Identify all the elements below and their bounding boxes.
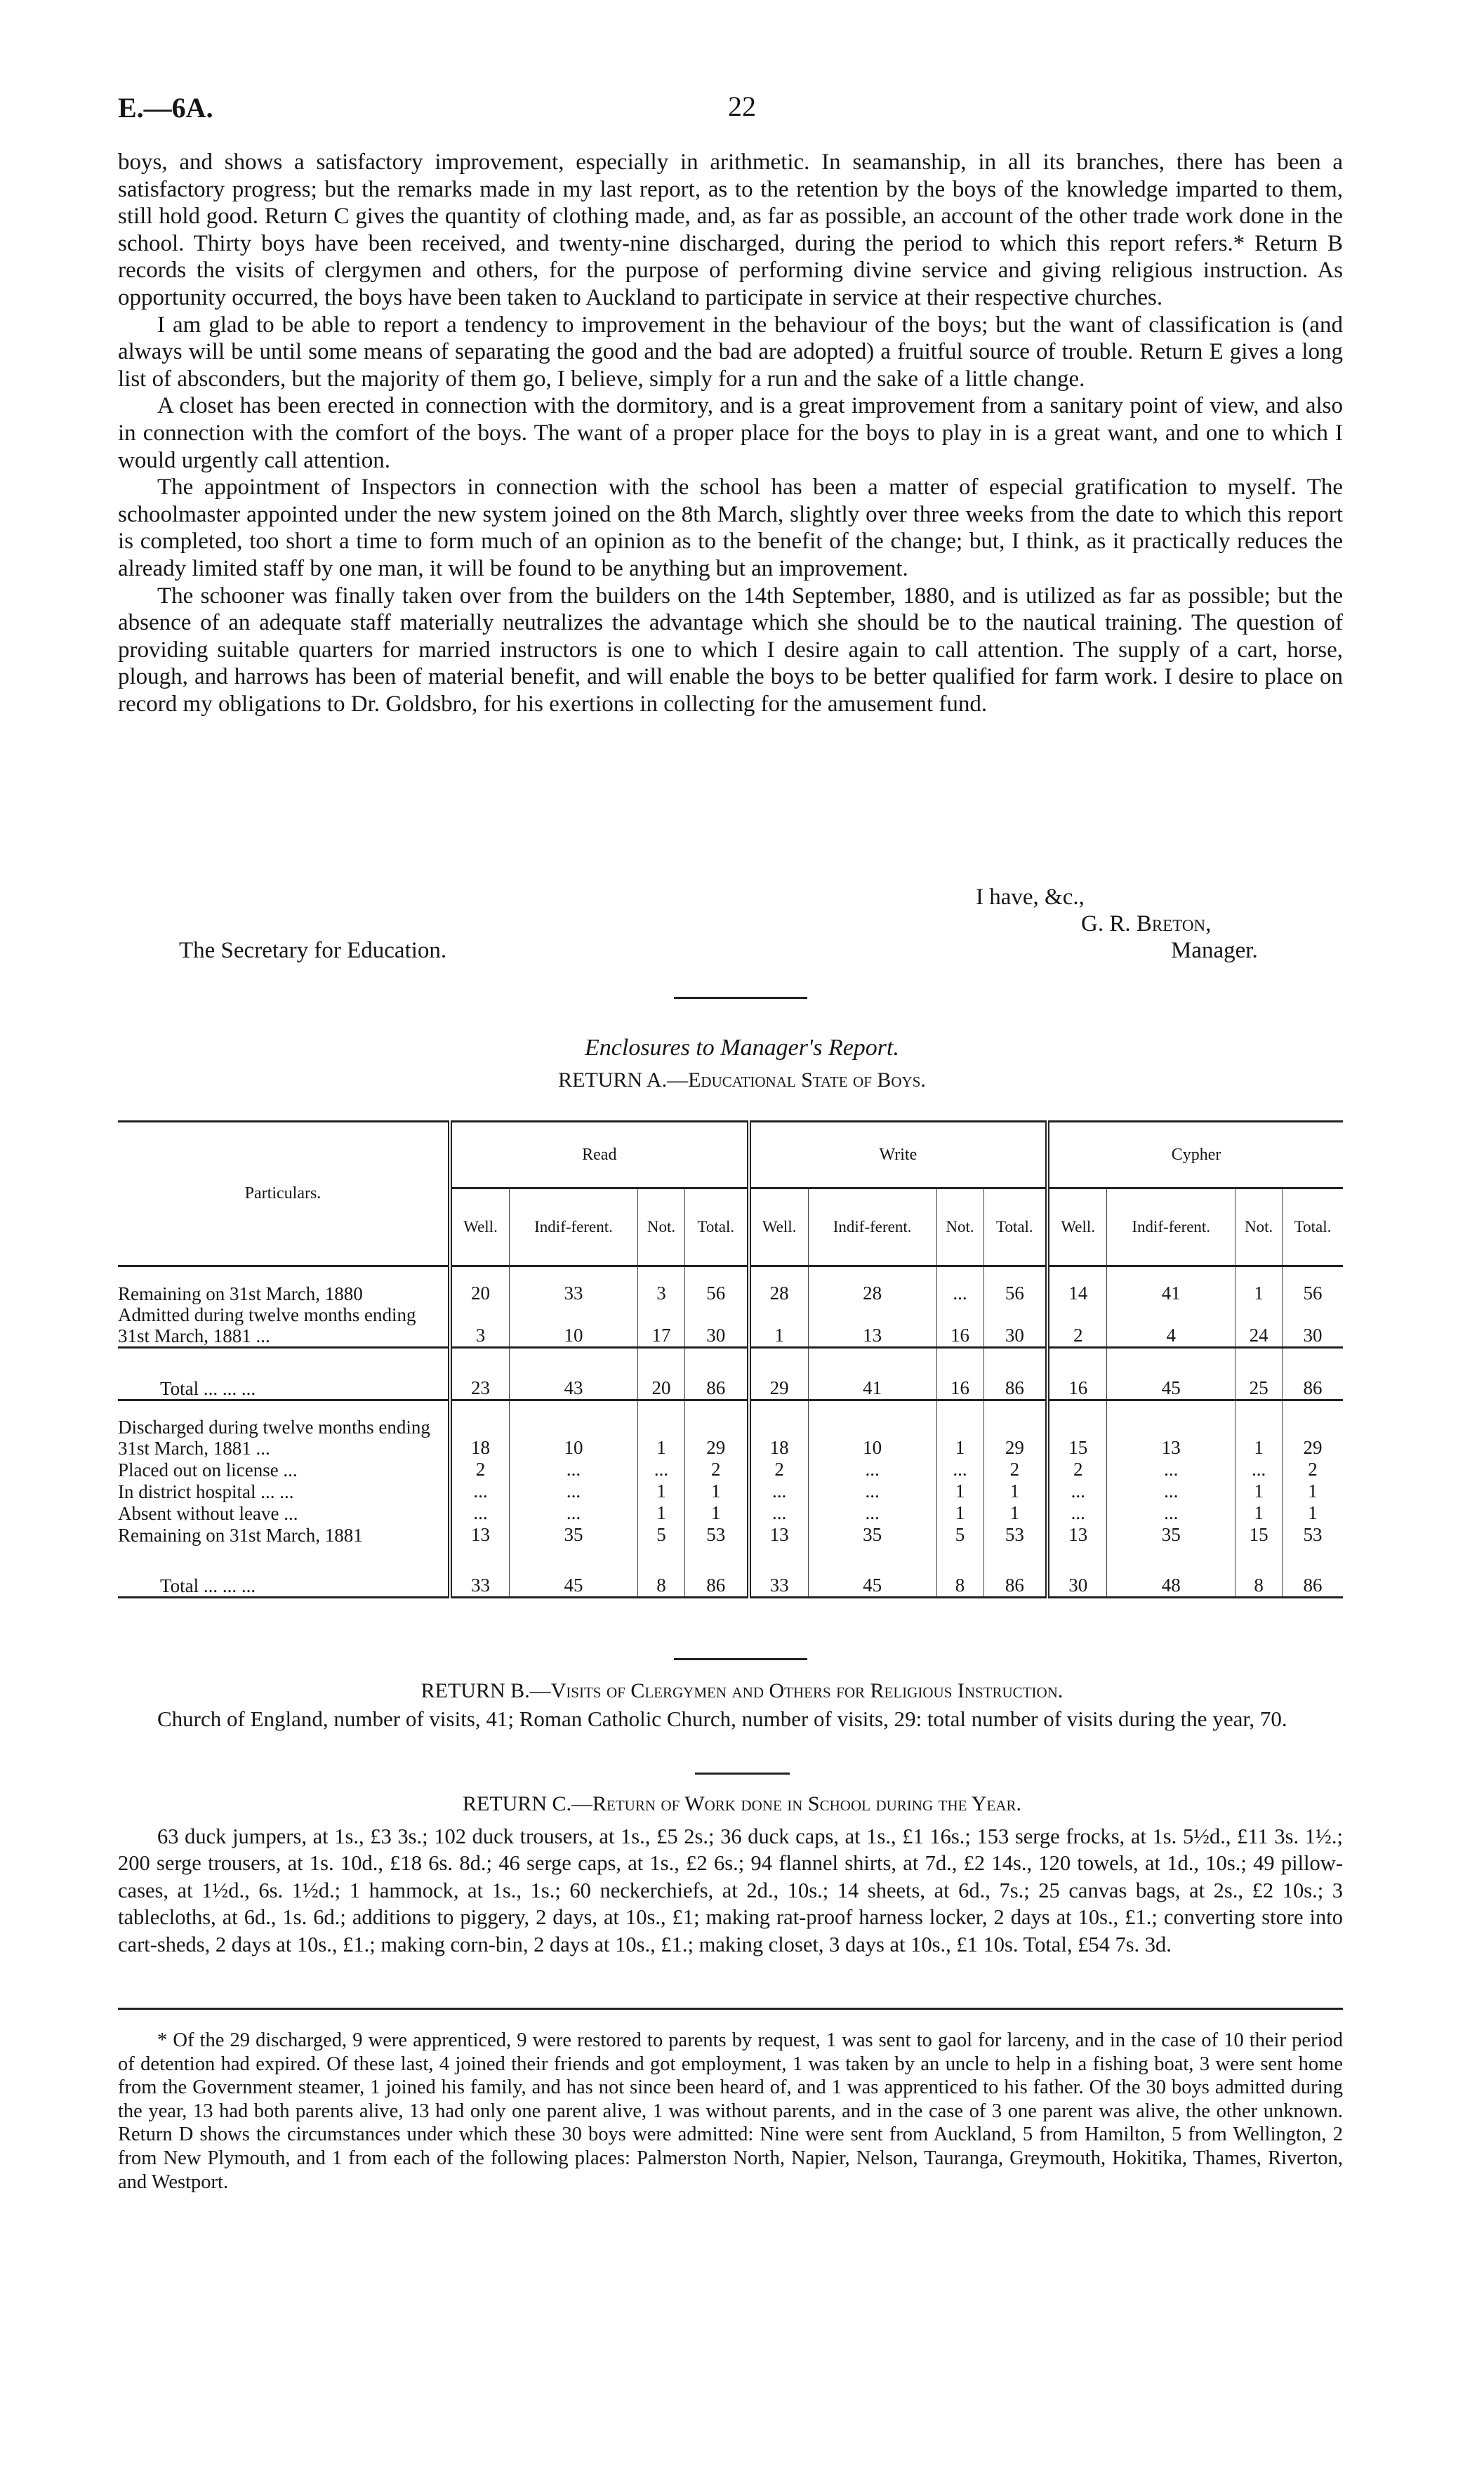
table-cell: 2 <box>1047 1459 1107 1480</box>
return-a-table-container <box>118 1120 1343 1598</box>
group-header: Cypher <box>1047 1122 1343 1188</box>
table-cell: ... <box>1047 1502 1107 1524</box>
table-row <box>118 1546 1343 1598</box>
table-cell: 15 <box>1047 1400 1107 1459</box>
table-cell: 1 <box>638 1480 685 1502</box>
table-cell: 53 <box>684 1524 748 1546</box>
table-cell: 53 <box>983 1524 1047 1546</box>
table-cell: 5 <box>638 1524 685 1546</box>
table-cell: 41 <box>808 1348 936 1400</box>
table-cell: 45 <box>1107 1348 1235 1400</box>
table-cell: ... <box>450 1502 510 1524</box>
table-cell: 3 <box>638 1266 685 1305</box>
table-cell: 20 <box>450 1266 510 1305</box>
table-row <box>118 1524 1343 1546</box>
table-cell: 56 <box>684 1266 748 1305</box>
header-row-groups <box>118 1122 1343 1188</box>
paragraph: The schooner was finally taken over from the builders on the 14th September, 1880, and is utilized as far as possible; but the absence of an adequate staff materially neutralizes the advantage which she should be to the nautical training. The question of providing suitable quarters for married instructors is one to which I desire again to call attention. The supply of a cart, horse, plough, and harrows has been of material benefit, and will enable the boys to be better qualified for farm work. I desire to place on record my obligations to Dr. Goldsbro, for his exertions in collecting for the amusement fund. <box>118 583 1343 717</box>
table-row <box>118 1480 1343 1502</box>
table-cell: ... <box>1235 1459 1283 1480</box>
table-cell: 16 <box>936 1348 983 1400</box>
table-cell: 1 <box>936 1502 983 1524</box>
row-label: In district hospital ... ... <box>118 1481 294 1502</box>
column-header: Not. <box>638 1188 685 1266</box>
table-cell: 1 <box>936 1400 983 1459</box>
divider <box>695 1773 790 1775</box>
table-cell: ... <box>808 1480 936 1502</box>
table-cell: 1 <box>983 1480 1047 1502</box>
table-cell: 35 <box>1107 1524 1235 1546</box>
table-cell: 16 <box>1047 1348 1107 1400</box>
return-b-title: RETURN B.—Visits of Clergymen and Others for Religious Instruction. <box>420 1679 1064 1702</box>
table-cell: 17 <box>638 1304 685 1348</box>
column-header: Not. <box>936 1188 983 1266</box>
table-cell: 2 <box>1283 1459 1343 1480</box>
addressee: The Secretary for Education. <box>179 938 447 963</box>
table-cell: 86 <box>684 1546 748 1598</box>
table-cell: 33 <box>510 1266 638 1305</box>
column-header: Well. <box>450 1188 510 1266</box>
table-cell: 5 <box>936 1524 983 1546</box>
table-cell: 20 <box>638 1348 685 1400</box>
table-cell: ... <box>638 1459 685 1480</box>
table-row <box>118 1266 1343 1305</box>
table-cell: ... <box>749 1480 809 1502</box>
footnote: * Of the 29 discharged, 9 were apprenticed, 9 were restored to parents by request, 1 was sent to gaol for larceny, and in the case of 10 their period of detention had expired. Of these last, 4 joined their friends and got employment, 1 was taken by an uncle to help in a fishing boat, 3 were sent home from the Government steamer, 1 joined his family, and has not since been heard of, and 1 was apprenticed to his father. Of the 30 boys admitted during the year, 13 had both parents alive, 13 had only one parent alive, 1 was without parents, and in the case of 3 one parent was alive, the other unknown. Return D shows the circumstances under which these 30 boys were admitted: Nine were sent from Auckland, 5 from Hamilton, 5 from Wellington, 2 from New Plymouth, and 1 from each of the following places: Palmerston North, Napier, Nelson, Tauranga, Greymouth, Hokitika, Thames, Riverton, and Westport. <box>118 2029 1343 2193</box>
table-cell: 2 <box>983 1459 1047 1480</box>
table-cell: 18 <box>450 1400 510 1459</box>
return-b-text: Church of England, number of visits, 41; Roman Catholic Church, number of visits, 29: total number of visits during the year, 70. <box>157 1707 1287 1731</box>
table-row <box>118 1348 1343 1400</box>
enclosures-title: Enclosures to Manager's Report. <box>585 1035 899 1061</box>
table-cell: 48 <box>1107 1546 1235 1598</box>
table-cell: 1 <box>749 1304 809 1348</box>
table-cell: 86 <box>983 1546 1047 1598</box>
group-header: Read <box>450 1122 749 1188</box>
table-cell: 1 <box>684 1502 748 1524</box>
table-cell: 56 <box>1283 1266 1343 1305</box>
table-cell: 1 <box>1235 1400 1283 1459</box>
table-cell: 28 <box>808 1266 936 1305</box>
table-cell: 86 <box>1283 1546 1343 1598</box>
column-header: Not. <box>1235 1188 1283 1266</box>
divider <box>674 997 807 999</box>
table-cell: 13 <box>1047 1524 1107 1546</box>
paragraph: I am glad to be able to report a tendency to improvement in the behaviour of the boys; but the want of classification is (and always will be until some means of separating the good and the bad are adopted) a fruitful source of trouble. Return E gives a long list of absconders, but the majority of them go, I believe, simply for a run and the sake of a little change. <box>118 312 1343 392</box>
table-cell: 53 <box>1283 1524 1343 1546</box>
group-header: Write <box>749 1122 1048 1188</box>
table-cell: 30 <box>1047 1546 1107 1598</box>
table-cell: ... <box>936 1459 983 1480</box>
return-c-text: 63 duck jumpers, at 1s., £3 3s.; 102 duck trousers, at 1s., £5 2s.; 36 duck caps, at 1s., £1 16s.; 153 serge frocks, at 1s. 5½d., £11 3s. 1½.; 200 serge trousers, at 1s. 10d., £18 6s. 8d.; 46 serge caps, at 1s., £2 6s.; 94 flannel shirts, at 7d., £2 14s., 120 towels, at 1d., 10s.; 49 pillow-cases, at 1½d., 6s. 1½d.; 1 hammock, at 1s., 1s.; 60 neckerchiefs, at 2d., 10s.; 14 sheets, at 6d., 7s.; 25 canvas bags, at 2s., £2 10s.; 3 tablecloths, at 6d., 1s. 6d.; additions to piggery, 2 days, at 10s., £1; making rat-proof harness locker, 2 days at 10s., £1.; converting store into cart-sheds, 2 days at 10s., £1.; making corn-bin, 2 days at 10s., £1.; making closet, 3 days at 10s., £1 10s. Total, £54 7s. 3d. <box>118 1824 1343 1956</box>
table-cell: 1 <box>684 1480 748 1502</box>
table-cell: 13 <box>749 1524 809 1546</box>
column-header: Total. <box>684 1188 748 1266</box>
table-cell: 16 <box>936 1304 983 1348</box>
table-cell: 10 <box>510 1304 638 1348</box>
table-cell: 8 <box>638 1546 685 1598</box>
column-header: Indif-ferent. <box>1107 1188 1235 1266</box>
document-reference: E.—6A. <box>118 92 213 124</box>
table-cell: 56 <box>983 1266 1047 1305</box>
table-cell: 1 <box>983 1502 1047 1524</box>
table-cell: 30 <box>983 1304 1047 1348</box>
table-cell: 86 <box>684 1348 748 1400</box>
return-a-title: RETURN A.—Educational State of Boys. <box>558 1068 926 1092</box>
table-cell: ... <box>510 1502 638 1524</box>
table-cell: 2 <box>1047 1304 1107 1348</box>
table-cell: ... <box>510 1480 638 1502</box>
table-cell: 18 <box>749 1400 809 1459</box>
paragraph: A closet has been erected in connection with the dormitory, and is a great improvement from a sanitary point of view, and also in connection with the comfort of the boys. The want of a proper place for the boys to play in is a great want, and one to which I would urgently call attention. <box>118 393 1343 473</box>
divider <box>674 1658 807 1660</box>
table-cell: 29 <box>1283 1400 1343 1459</box>
table-cell: 2 <box>450 1459 510 1480</box>
table-cell: 4 <box>1107 1304 1235 1348</box>
table-cell: 15 <box>1235 1524 1283 1546</box>
row-label: Discharged during twelve months ending 31st March, 1881 ... <box>118 1417 430 1459</box>
paragraph: The appointment of Inspectors in connection with the school has been a matter of especial gratification to myself. The schoolmaster appointed under the new system joined on the 8th March, slightly over three weeks from the date to which this report is completed, too short a time to form much of an opinion as to the benefit of the change; but, I think, as it practically reduces the already limited staff by one man, it will be found to be anything but an improvement. <box>118 475 1343 581</box>
table-cell: 8 <box>1235 1546 1283 1598</box>
table-cell: 2 <box>749 1459 809 1480</box>
row-label: Total ... ... ... <box>118 1348 450 1400</box>
table-cell: ... <box>936 1266 983 1305</box>
table-cell: 28 <box>749 1266 809 1305</box>
table-cell: ... <box>1107 1502 1235 1524</box>
table-row <box>118 1502 1343 1524</box>
table-cell: ... <box>450 1480 510 1502</box>
table-cell: 30 <box>684 1304 748 1348</box>
table-cell: 13 <box>1107 1400 1235 1459</box>
row-label: Remaining on 31st March, 1881 <box>118 1525 363 1546</box>
table-cell: 33 <box>749 1546 809 1598</box>
row-label: Total ... ... ... <box>118 1546 450 1598</box>
row-label: Remaining on 31st March, 1880 <box>118 1283 363 1304</box>
table-cell: 24 <box>1235 1304 1283 1348</box>
particulars-header: Particulars. <box>118 1122 450 1266</box>
table-cell: 86 <box>1283 1348 1343 1400</box>
table-cell: 13 <box>450 1524 510 1546</box>
table-cell: ... <box>1107 1480 1235 1502</box>
column-header: Indif-ferent. <box>808 1188 936 1266</box>
table-cell: 1 <box>1283 1480 1343 1502</box>
table-cell: 1 <box>638 1502 685 1524</box>
column-header: Well. <box>749 1188 809 1266</box>
table-cell: 14 <box>1047 1266 1107 1305</box>
signatory-title: Manager. <box>1171 938 1258 963</box>
column-header: Well. <box>1047 1188 1107 1266</box>
table-cell: 29 <box>684 1400 748 1459</box>
table-cell: 45 <box>510 1546 638 1598</box>
column-header: Total. <box>983 1188 1047 1266</box>
table-cell: ... <box>749 1502 809 1524</box>
table-cell: 1 <box>638 1400 685 1459</box>
signature: G. R. Breton, <box>1081 911 1212 936</box>
table-cell: 1 <box>1235 1266 1283 1305</box>
table-cell: 10 <box>510 1400 638 1459</box>
footnote-divider <box>118 2008 1343 2010</box>
table-row <box>118 1304 1343 1348</box>
row-label: Absent without leave ... <box>118 1503 298 1524</box>
row-label: Admitted during twelve months ending 31st March, 1881 ... <box>118 1304 450 1348</box>
table-cell: 86 <box>983 1348 1047 1400</box>
row-label: Placed out on license ... <box>118 1459 298 1480</box>
table-cell: 29 <box>983 1400 1047 1459</box>
closing: I have, &c., <box>976 885 1085 910</box>
table-cell: 45 <box>808 1546 936 1598</box>
table-cell: 1 <box>1235 1502 1283 1524</box>
table-cell: 10 <box>808 1400 936 1459</box>
column-header: Total. <box>1283 1188 1343 1266</box>
table-cell: 13 <box>808 1304 936 1348</box>
return-a-table <box>118 1120 1343 1598</box>
table-cell: ... <box>1107 1459 1235 1480</box>
table-cell: 35 <box>510 1524 638 1546</box>
table-cell: 1 <box>1283 1502 1343 1524</box>
return-c-title: RETURN C.—Return of Work done in School during the Year. <box>462 1792 1021 1815</box>
table-cell: ... <box>510 1459 638 1480</box>
page-number: 22 <box>728 91 756 122</box>
table-cell: 1 <box>1235 1480 1283 1502</box>
table-cell: ... <box>808 1459 936 1480</box>
paragraph: boys, and shows a satisfactory improvement, especially in arithmetic. In seamanship, in all its branches, there has been a satisfactory progress; but the remarks made in my last report, as to the retention by the boys of the knowledge imparted to them, still hold good. Return C gives the quantity of clothing made, and, as far as possible, an account of the other trade work done in the school. Thirty boys have been received, and twenty-nine discharged, during the period to which this report refers.* Return B records the visits of clergymen and others, for the purpose of performing divine service and giving religious instruction. As opportunity occurred, the boys have been taken to Auckland to participate in service at their respective churches. <box>118 150 1343 310</box>
table-row <box>118 1459 1343 1480</box>
letter-body <box>118 149 1343 717</box>
table-cell: 1 <box>936 1480 983 1502</box>
table-cell: 2 <box>684 1459 748 1480</box>
table-cell: 35 <box>808 1524 936 1546</box>
table-row <box>118 1400 1343 1459</box>
table-cell: 41 <box>1107 1266 1235 1305</box>
table-cell: 23 <box>450 1348 510 1400</box>
table-cell: 43 <box>510 1348 638 1400</box>
column-header: Indif-ferent. <box>510 1188 638 1266</box>
table-cell: 33 <box>450 1546 510 1598</box>
table-cell: 25 <box>1235 1348 1283 1400</box>
table-cell: 3 <box>450 1304 510 1348</box>
table-cell: 30 <box>1283 1304 1343 1348</box>
table-cell: ... <box>808 1502 936 1524</box>
table-cell: ... <box>1047 1480 1107 1502</box>
table-cell: 29 <box>749 1348 809 1400</box>
table-cell: 8 <box>936 1546 983 1598</box>
